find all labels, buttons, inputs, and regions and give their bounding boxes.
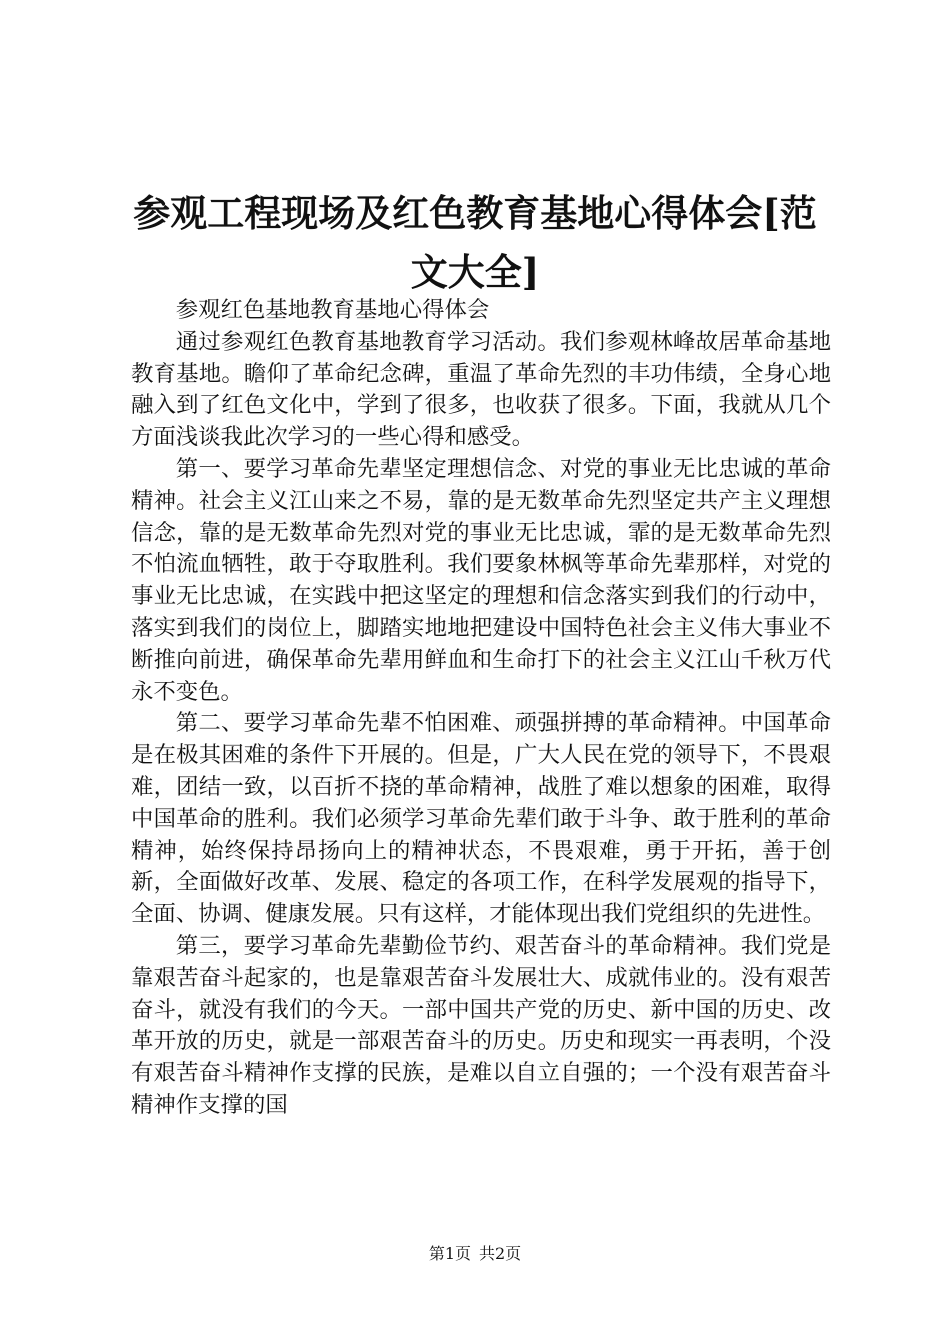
paragraph: 第二、要学习革命先辈不怕困难、顽强拼搏的革命精神。中国革命是在极其困难的条件下开展的。但是，广大人民在党的领导下，不畏艰难，团结一致，以百折不挠的革命精神，战胜了难以想象的困难，取得中国革命的胜利。我们必须学习革命先辈们敢于斗争、敢于胜利的革命精神，始终保持昂扬向上的精神状态，不畏艰难，勇于开拓，善于创新，全面做好改革、发展、稳定的各项工作，在科学发展观的指导下，全面、协调、健康发展。只有这样，才能体现出我们党组织的先进性。 [131,710,831,928]
paragraph: 第一、要学习革命先辈坚定理想信念、对党的事业无比忠诚的革命精神。社会主义江山来之不易，靠的是无数革命先烈坚定共产主义理想信念，靠的是无数革命先烈对党的事业无比忠诚，霏的是无数革命先烈不怕流血牺牲，敢于夺取胜利。我们要象林枫等革命先辈那样，对党的事业无比忠诚，在实践中把这坚定的理想和信念落实到我们的行动中，落实到我们的岗位上，脚踏实地地把建设中国特色社会主义伟大事业不断推向前进，确保革命先辈用鲜血和生命打下的社会主义江山千秋万代永不变色。 [131,455,831,705]
paragraph: 通过参观红色教育基地教育学习活动。我们参观林峰故居革命基地教育基地。瞻仰了革命纪念碑，重温了革命先烈的丰功伟绩，全身心地融入到了红色文化中，学到了很多，也收获了很多。下面，我就从几个方面浅谈我此次学习的一些心得和感受。 [131,328,831,451]
document-body [131,295,831,1122]
page-number-current: 第1页 [428,1244,471,1263]
document-title: 参观工程现场及红色教育基地心得体会[范文大全] [133,191,817,294]
page-number-total: 共2页 [479,1244,522,1263]
page-footer [0,1243,950,1265]
document-subtitle: 参观红色基地教育基地心得体会 [175,297,490,323]
paragraph: 第三，要学习革命先辈勤俭节约、艰苦奋斗的革命精神。我们党是靠艰苦奋斗起家的，也是靠艰苦奋斗发展壮大、成就伟业的。没有艰苦奋斗，就没有我们的今天。一部中国共产党的历史、新中国的历史、改革开放的历史，就是一部艰苦奋斗的历史。历史和现实一再表明，个没有艰苦奋斗精神作支撑的民族，是难以自立自强的；一个没有艰苦奋斗精神作支撑的国 [131,932,831,1118]
